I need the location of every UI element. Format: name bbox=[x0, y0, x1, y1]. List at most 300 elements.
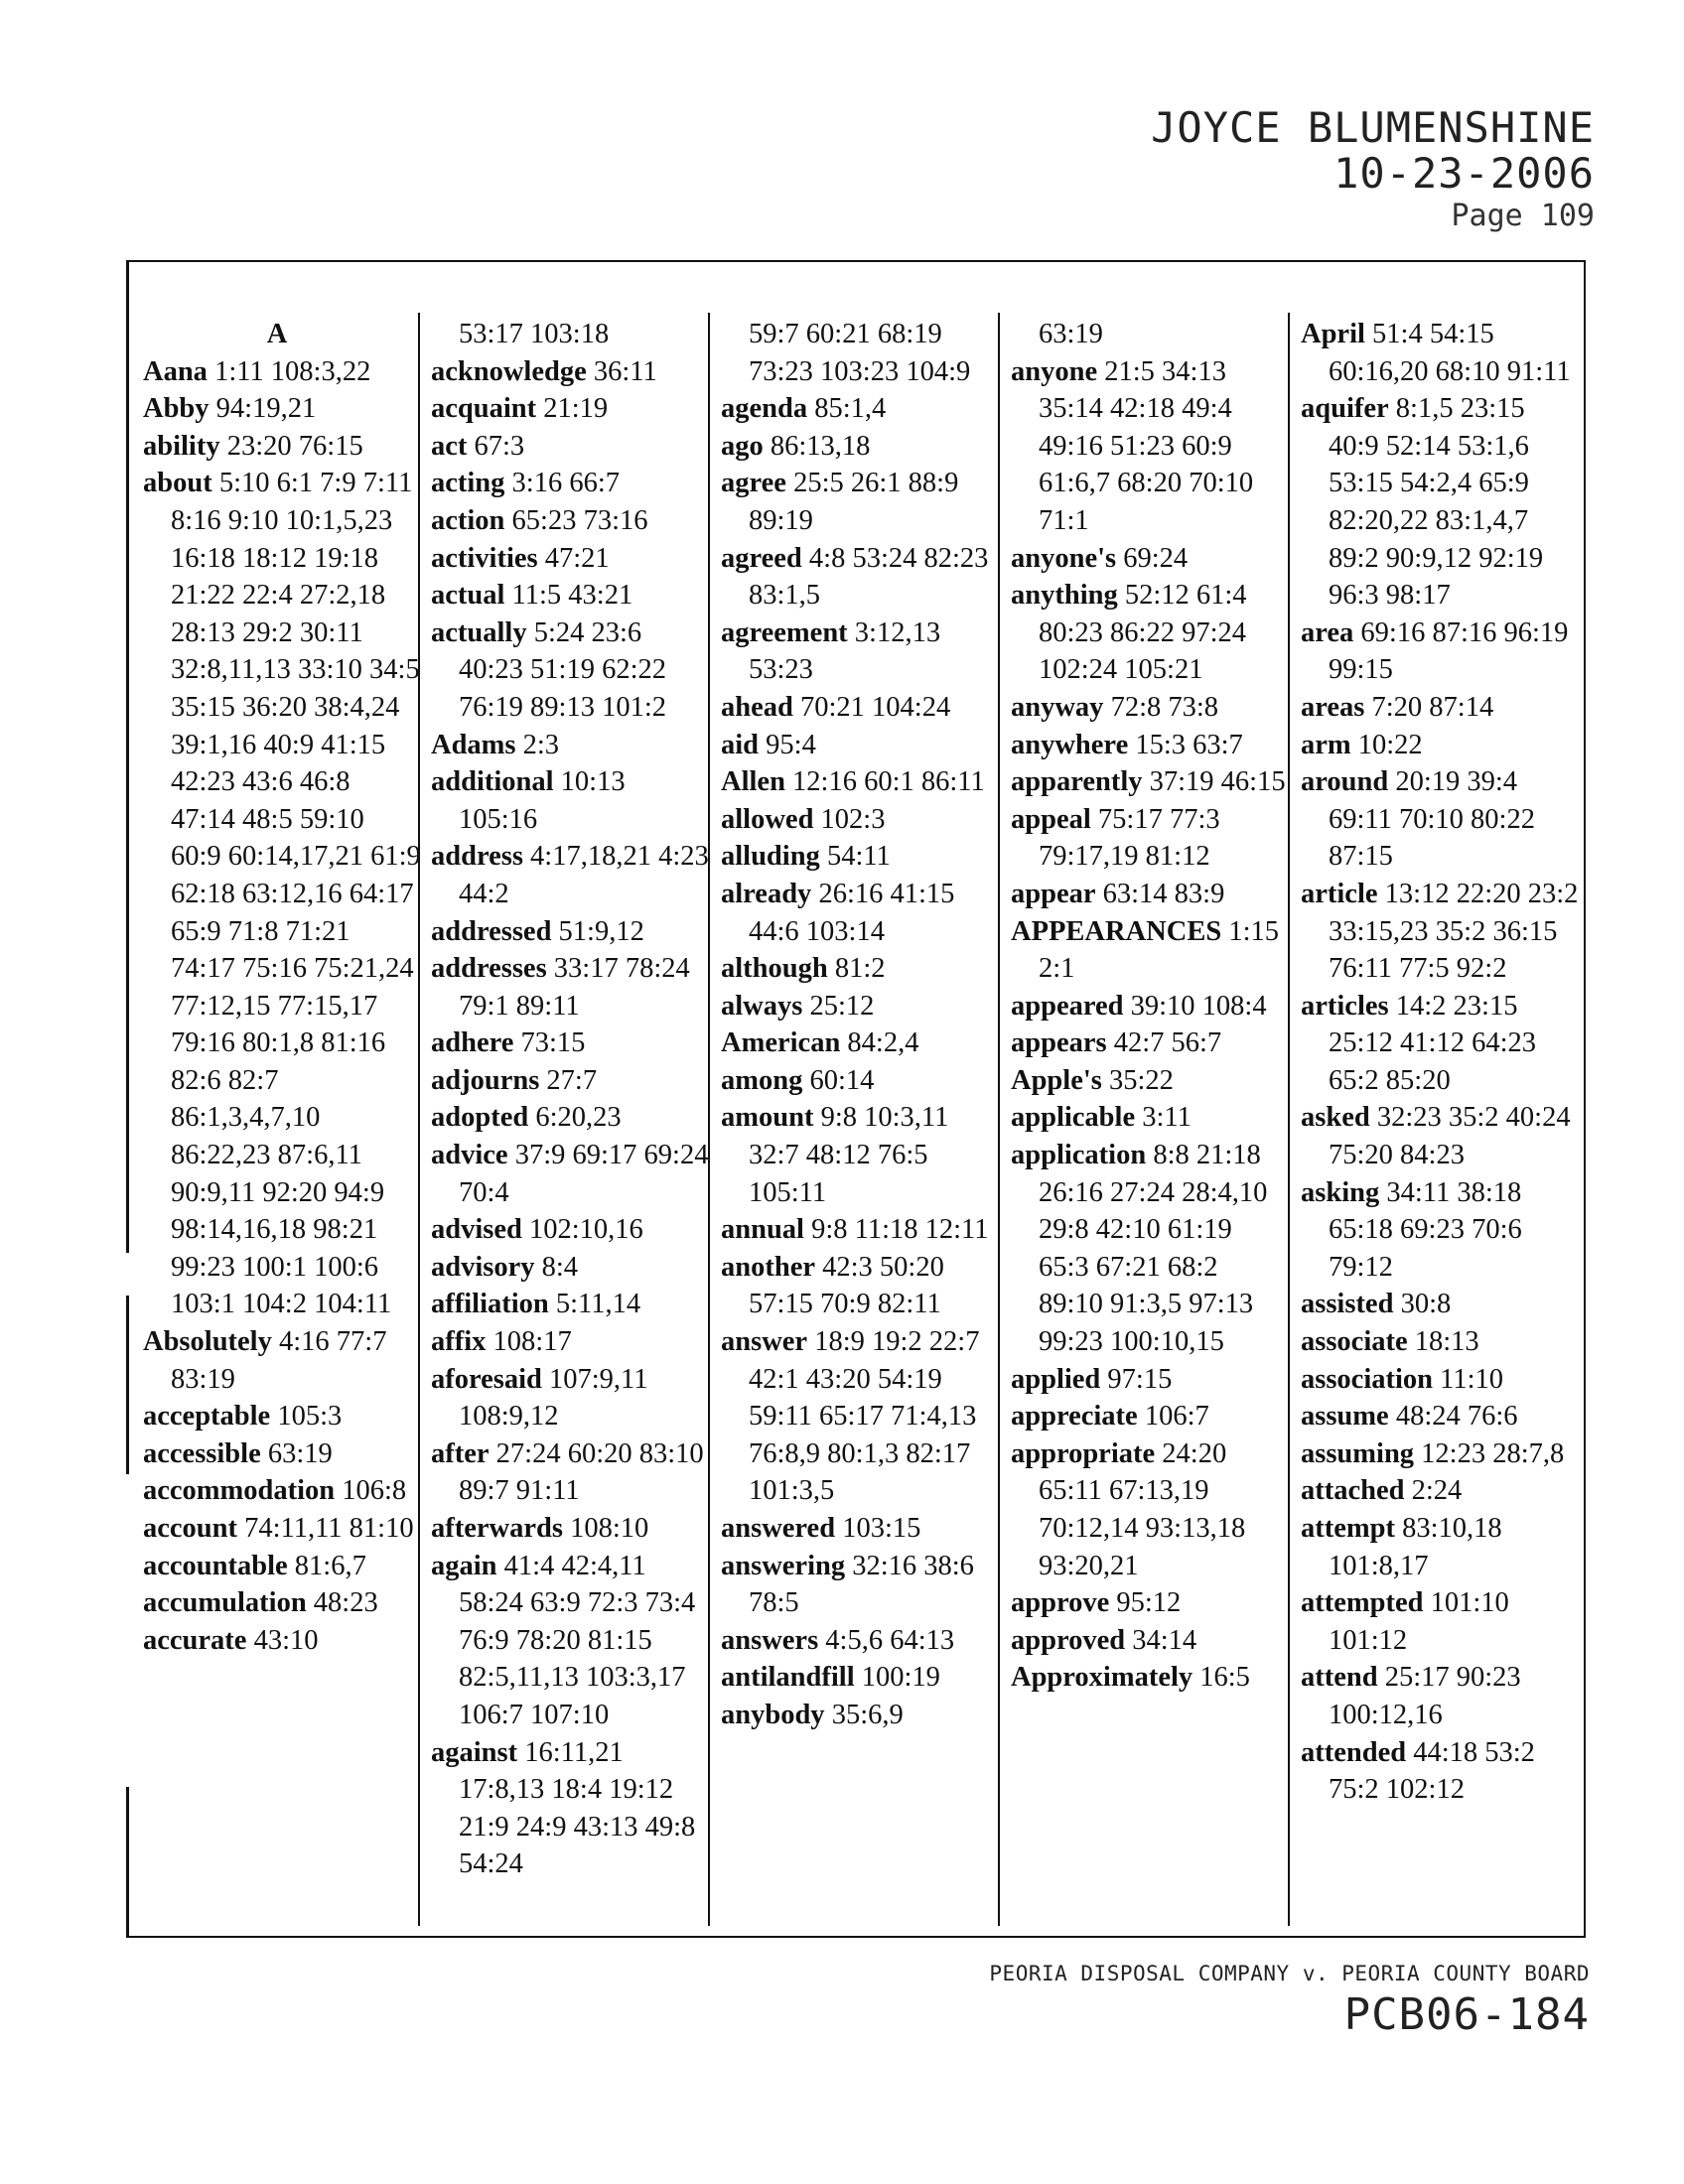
index-entry bbox=[1301, 1286, 1579, 1323]
index-entry bbox=[431, 1361, 709, 1435]
index-term: application bbox=[1011, 1140, 1147, 1171]
index-entry bbox=[1301, 1398, 1579, 1435]
index-term: about bbox=[143, 468, 212, 499]
page-line-refs: 9:8 11:18 12:11 bbox=[811, 1214, 989, 1246]
index-term: appropriate bbox=[1011, 1437, 1156, 1469]
index-entry bbox=[1301, 763, 1579, 876]
index-entry bbox=[1011, 1622, 1289, 1660]
index-term: applied bbox=[1011, 1363, 1101, 1395]
index-term: ability bbox=[143, 430, 220, 462]
index-entry bbox=[431, 1286, 709, 1323]
page-line-refs: 44:18 53:2 75:2 102:12 bbox=[1329, 1736, 1535, 1806]
page-line-refs: 67:3 bbox=[474, 430, 525, 462]
index-term: APPEARANCES bbox=[1011, 915, 1222, 947]
index-term: affiliation bbox=[431, 1289, 549, 1320]
index-entry bbox=[1011, 801, 1289, 876]
index-entry bbox=[1011, 1099, 1289, 1137]
index-term: answering bbox=[721, 1550, 846, 1581]
index-entry bbox=[143, 1472, 421, 1510]
page-line-refs: 12:23 28:7,8 bbox=[1421, 1437, 1565, 1469]
index-entry bbox=[1301, 876, 1579, 988]
index-term: adopted bbox=[431, 1102, 529, 1134]
index-entry bbox=[431, 838, 709, 912]
page-line-refs: 27:24 60:20 83:10 89:7 91:11 bbox=[459, 1437, 704, 1507]
page-line-refs: 5:24 23:6 40:23 51:19 62:22 76:19 89:13 101:2 bbox=[459, 616, 667, 723]
index-entry bbox=[1301, 1472, 1579, 1510]
index-term: although bbox=[721, 953, 828, 985]
index-entry bbox=[721, 801, 999, 839]
index-term: activities bbox=[431, 542, 538, 574]
index-term: appreciate bbox=[1011, 1401, 1138, 1433]
page-line-refs: 3:16 66:7 bbox=[511, 468, 621, 499]
index-term: anywhere bbox=[1011, 729, 1129, 760]
index-entry bbox=[143, 1622, 421, 1660]
page-line-refs: 106:7 bbox=[1144, 1401, 1209, 1433]
index-term: answer bbox=[721, 1326, 808, 1358]
index-entry bbox=[1301, 727, 1579, 764]
page-line-refs: 32:16 38:6 78:5 bbox=[749, 1550, 974, 1619]
index-term: acting bbox=[431, 468, 505, 499]
index-term: April bbox=[1301, 319, 1365, 349]
page-line-refs: 21:5 34:13 35:14 42:18 49:4 49:16 51:23 60:9 61:6,7 68:20 70:10 71:1 bbox=[1039, 355, 1254, 536]
index-entry bbox=[1011, 913, 1289, 988]
index-term: appear bbox=[1011, 878, 1096, 909]
index-entry bbox=[1011, 577, 1289, 689]
page-line-refs: 107:9,11 108:9,12 bbox=[459, 1363, 648, 1433]
index-entry bbox=[721, 540, 999, 614]
deposition-date: 10-23-2006 bbox=[1333, 149, 1595, 198]
page-line-refs: 69:24 bbox=[1123, 542, 1189, 574]
index-term: advice bbox=[431, 1140, 508, 1171]
index-entry bbox=[721, 1659, 999, 1697]
index-entry bbox=[431, 913, 709, 951]
page-line-refs: 5:10 6:1 7:9 7:11 8:16 9:10 10:1,5,23 16:18 18:12 19:18 21:22 22:4 27:2,18 28:13 29:2 30:11 32:8,11,13 33:10 34:5 35:15 36:20 38:4,24 39:1,16 40:9 41:15 42:23 43:6 46:8 47:14 48:5 59:10 60:9 60:14,17,21 61:9 62:18 63:12,16 64:17 65:9 71:8 71:21 74:17 75:16 75:21,24 77:12,15 77:15,17 79:16 80:1,8 81:16 82:6 82:7 86:1,3,4,7,10 86:22,23 87:6,11 90:9,11 92:20 94:9 98:14,16,18 98:21 99:23 100:1 100:6 103:1 104:2 104:11 bbox=[171, 468, 421, 1320]
page-line-refs: 59:7 60:21 68:19 73:23 103:23 104:9 bbox=[749, 319, 971, 387]
index-term: additional bbox=[431, 766, 554, 798]
index-entry bbox=[1301, 689, 1579, 727]
index-term: allowed bbox=[721, 803, 814, 835]
index-term: actual bbox=[431, 580, 505, 612]
index-term: agenda bbox=[721, 393, 808, 425]
page-line-refs: 4:5,6 64:13 bbox=[825, 1624, 955, 1656]
index-column-3 bbox=[721, 316, 999, 1734]
index-entry bbox=[721, 1323, 999, 1510]
page-line-refs: 1:11 108:3,22 bbox=[214, 355, 371, 387]
page-line-refs: 13:12 22:20 23:2 33:15,23 35:2 36:15 76:11 77:5 92:2 bbox=[1329, 878, 1579, 985]
index-entry bbox=[1301, 1323, 1579, 1361]
index-term: Adams bbox=[431, 729, 516, 760]
index-term: act bbox=[431, 430, 468, 462]
page-line-refs: 9:8 10:3,11 32:7 48:12 76:5 105:11 bbox=[749, 1102, 949, 1208]
page-number: Page 109 bbox=[1451, 199, 1595, 233]
index-term: always bbox=[721, 990, 803, 1022]
index-term: answered bbox=[721, 1513, 836, 1544]
index-entry bbox=[431, 316, 709, 353]
page-line-refs: 75:17 77:3 79:17,19 81:12 bbox=[1039, 803, 1220, 873]
index-entry bbox=[431, 1510, 709, 1548]
index-term: acquaint bbox=[431, 393, 537, 425]
index-term: annual bbox=[721, 1214, 804, 1246]
page-line-refs: 35:22 bbox=[1109, 1064, 1174, 1096]
index-term: Allen bbox=[721, 766, 785, 798]
section-letter: A bbox=[266, 319, 288, 349]
index-term: adhere bbox=[431, 1027, 514, 1059]
index-entry bbox=[431, 1099, 709, 1137]
index-term: anybody bbox=[721, 1699, 825, 1730]
index-term: already bbox=[721, 878, 812, 909]
index-term: accurate bbox=[143, 1624, 247, 1656]
index-term: addresses bbox=[431, 953, 547, 985]
index-entry bbox=[721, 1697, 999, 1734]
index-term: aid bbox=[721, 729, 760, 760]
index-term: anyone bbox=[1011, 355, 1098, 387]
frame-left-edge bbox=[126, 1296, 129, 1474]
page-line-refs: 63:19 bbox=[1039, 319, 1103, 349]
index-entry bbox=[721, 390, 999, 428]
index-entry bbox=[1301, 390, 1579, 614]
index-term: approve bbox=[1011, 1587, 1110, 1619]
index-term: association bbox=[1301, 1363, 1434, 1395]
index-entry bbox=[143, 1398, 421, 1435]
page-line-refs: 26:16 41:15 44:6 103:14 bbox=[749, 878, 955, 947]
index-term: accessible bbox=[143, 1437, 261, 1469]
index-term: Abby bbox=[143, 393, 210, 425]
index-term: around bbox=[1301, 766, 1389, 798]
index-term: American bbox=[721, 1027, 841, 1059]
page-line-refs: 102:3 bbox=[820, 803, 886, 835]
index-entry bbox=[431, 1323, 709, 1361]
index-term: associate bbox=[1301, 1326, 1408, 1358]
page-line-refs: 39:10 108:4 bbox=[1130, 990, 1267, 1022]
index-term: areas bbox=[1301, 691, 1365, 723]
page-line-refs: 94:19,21 bbox=[215, 393, 317, 425]
page-line-refs: 24:20 65:11 67:13,19 70:12,14 93:13,18 93:20,21 bbox=[1039, 1437, 1246, 1581]
index-entry bbox=[431, 1024, 709, 1062]
page-line-refs: 2:24 bbox=[1411, 1475, 1463, 1507]
page-line-refs: 60:14 bbox=[809, 1064, 875, 1096]
page-line-refs: 36:11 bbox=[593, 355, 657, 387]
page-line-refs: 16:11,21 17:8,13 18:4 19:12 21:9 24:9 43:13 49:8 54:24 bbox=[459, 1736, 696, 1880]
page-line-refs: 84:2,4 bbox=[847, 1027, 919, 1059]
index-entry bbox=[1301, 1659, 1579, 1733]
page-line-refs: 18:13 bbox=[1414, 1326, 1479, 1358]
index-entry bbox=[721, 1024, 999, 1062]
index-term: aforesaid bbox=[431, 1363, 542, 1395]
page-line-refs: 65:23 73:16 bbox=[511, 504, 648, 536]
index-term: afterwards bbox=[431, 1513, 563, 1544]
page-line-refs: 15:3 63:7 bbox=[1135, 729, 1243, 760]
index-term: anything bbox=[1011, 580, 1118, 612]
index-entry bbox=[721, 689, 999, 727]
page-line-refs: 100:19 bbox=[861, 1662, 940, 1694]
page-line-refs: 42:7 56:7 bbox=[1113, 1027, 1222, 1059]
index-term: asked bbox=[1301, 1102, 1370, 1134]
index-entry bbox=[431, 540, 709, 578]
page-line-refs: 108:10 bbox=[570, 1513, 649, 1544]
index-term: appears bbox=[1011, 1027, 1107, 1059]
index-entry bbox=[1011, 1024, 1289, 1062]
page-line-refs: 95:4 bbox=[766, 729, 816, 760]
index-entry bbox=[721, 727, 999, 764]
page-line-refs: 34:14 bbox=[1132, 1624, 1197, 1656]
page-line-refs: 83:10,18 101:8,17 bbox=[1329, 1513, 1502, 1581]
page-line-refs: 21:19 bbox=[543, 393, 609, 425]
index-term: ago bbox=[721, 430, 764, 462]
index-entry bbox=[721, 988, 999, 1025]
index-entry bbox=[431, 577, 709, 614]
word-index bbox=[139, 316, 1584, 1924]
index-entry bbox=[431, 614, 709, 727]
page-line-refs: 6:20,23 bbox=[535, 1102, 622, 1134]
index-entry bbox=[431, 390, 709, 428]
index-term: appeared bbox=[1011, 990, 1124, 1022]
index-entry bbox=[431, 1734, 709, 1883]
page-line-refs: 30:8 bbox=[1400, 1289, 1452, 1320]
page-line-refs: 10:13 105:16 bbox=[459, 766, 626, 835]
index-entry bbox=[1301, 1099, 1579, 1173]
index-entry bbox=[431, 950, 709, 1024]
page-line-refs: 47:21 bbox=[544, 542, 610, 574]
index-entry bbox=[143, 465, 421, 1323]
index-entry bbox=[1011, 1398, 1289, 1435]
index-entry bbox=[1011, 876, 1289, 913]
index-entry bbox=[721, 838, 999, 876]
index-term: assume bbox=[1301, 1401, 1389, 1433]
index-entry bbox=[1011, 353, 1289, 540]
page-line-refs: 11:10 bbox=[1440, 1363, 1504, 1395]
index-term: affix bbox=[431, 1326, 487, 1358]
index-term: accumulation bbox=[143, 1587, 307, 1619]
index-term: Apple's bbox=[1011, 1064, 1102, 1096]
index-entry bbox=[1301, 1584, 1579, 1659]
index-term: approved bbox=[1011, 1624, 1126, 1656]
page-line-refs: 97:15 bbox=[1107, 1363, 1173, 1395]
page-line-refs: 4:17,18,21 4:23 44:2 bbox=[459, 841, 709, 909]
page-line-refs: 34:11 38:18 65:18 69:23 70:6 79:12 bbox=[1329, 1176, 1522, 1283]
index-term: arm bbox=[1301, 729, 1351, 760]
index-entry bbox=[721, 1249, 999, 1323]
index-entry bbox=[431, 1211, 709, 1249]
index-term: addressed bbox=[431, 915, 552, 947]
index-entry bbox=[1301, 1510, 1579, 1584]
page-line-refs: 18:9 19:2 22:7 42:1 43:20 54:19 59:11 65:17 71:4,13 76:8,9 80:1,3 82:17 101:3,5 bbox=[749, 1326, 980, 1507]
page-line-refs: 25:12 bbox=[809, 990, 875, 1022]
page-line-refs: 10:22 bbox=[1357, 729, 1423, 760]
index-entry bbox=[1301, 1435, 1579, 1473]
page-line-refs: 35:6,9 bbox=[831, 1699, 904, 1730]
index-entry bbox=[721, 1211, 999, 1249]
index-term: accommodation bbox=[143, 1475, 336, 1507]
index-entry bbox=[431, 502, 709, 540]
index-entry bbox=[721, 1622, 999, 1660]
index-entry bbox=[1011, 1659, 1289, 1697]
page-line-refs: 8:1,5 23:15 40:9 52:14 53:1,6 53:15 54:2,4 65:9 82:20,22 83:1,4,7 89:2 90:9,12 92:19 96:3 98:17 bbox=[1329, 393, 1544, 612]
page-line-refs: 27:7 bbox=[546, 1064, 598, 1096]
index-term: agreement bbox=[721, 616, 848, 648]
index-term: antilandfill bbox=[721, 1662, 855, 1694]
page-line-refs: 7:20 87:14 bbox=[1371, 691, 1494, 723]
page-line-refs: 103:15 bbox=[842, 1513, 921, 1544]
index-entry bbox=[431, 353, 709, 391]
index-term: Approximately bbox=[1011, 1662, 1193, 1694]
index-term: assisted bbox=[1301, 1289, 1394, 1320]
page-line-refs: 4:8 53:24 82:23 83:1,5 bbox=[749, 542, 989, 612]
page-line-refs: 37:9 69:17 69:24 70:4 bbox=[459, 1140, 709, 1208]
index-term: after bbox=[431, 1437, 490, 1469]
index-term: amount bbox=[721, 1102, 814, 1134]
index-entry bbox=[1301, 988, 1579, 1100]
page-line-refs: 63:14 83:9 bbox=[1102, 878, 1225, 909]
index-term: agree bbox=[721, 468, 786, 499]
index-entry bbox=[721, 876, 999, 950]
frame-left-edge bbox=[126, 260, 129, 1253]
page-line-refs: 16:5 bbox=[1199, 1662, 1250, 1694]
page-line-refs: 63:19 bbox=[267, 1437, 333, 1469]
index-entry bbox=[721, 316, 999, 390]
page-line-refs: 54:11 bbox=[826, 841, 891, 873]
index-entry bbox=[1011, 1435, 1289, 1584]
index-entry bbox=[143, 1548, 421, 1585]
index-term: another bbox=[721, 1251, 815, 1283]
page-line-refs: 51:4 54:15 60:16,20 68:10 91:11 bbox=[1329, 319, 1571, 387]
index-entry bbox=[721, 1062, 999, 1100]
index-entry bbox=[431, 1548, 709, 1734]
index-term: address bbox=[431, 841, 523, 873]
index-term: ahead bbox=[721, 691, 793, 723]
page-line-refs: 52:12 61:4 80:23 86:22 97:24 102:24 105:21 bbox=[1039, 580, 1247, 686]
index-column-5 bbox=[1301, 316, 1579, 1809]
index-entry bbox=[143, 390, 421, 428]
index-term: acknowledge bbox=[431, 355, 587, 387]
page-line-refs: 81:6,7 bbox=[294, 1550, 366, 1581]
page-line-refs: 1:15 2:1 bbox=[1039, 915, 1279, 985]
index-entry bbox=[1011, 689, 1289, 727]
index-entry bbox=[1301, 1361, 1579, 1399]
index-term: agreed bbox=[721, 542, 802, 574]
index-term: alluding bbox=[721, 841, 820, 873]
index-term: applicable bbox=[1011, 1102, 1136, 1134]
index-entry bbox=[721, 1548, 999, 1622]
index-entry bbox=[143, 1584, 421, 1622]
index-entry bbox=[1011, 1361, 1289, 1399]
page-line-refs: 102:10,16 bbox=[529, 1214, 643, 1246]
page-line-refs: 43:10 bbox=[253, 1624, 319, 1656]
index-term: among bbox=[721, 1064, 803, 1096]
index-entry bbox=[431, 763, 709, 838]
index-entry bbox=[143, 1435, 421, 1473]
index-term: attempt bbox=[1301, 1513, 1395, 1544]
page-line-refs: 85:1,4 bbox=[814, 393, 887, 425]
index-term: accountable bbox=[143, 1550, 288, 1581]
frame-left-edge bbox=[126, 1787, 129, 1938]
index-term: advisory bbox=[431, 1251, 535, 1283]
page-line-refs: 32:23 35:2 40:24 75:20 84:23 bbox=[1329, 1102, 1571, 1171]
index-term: assuming bbox=[1301, 1437, 1415, 1469]
page-line-refs: 25:17 90:23 100:12,16 bbox=[1329, 1662, 1521, 1730]
index-term: adjourns bbox=[431, 1064, 540, 1096]
index-term: area bbox=[1301, 616, 1354, 648]
index-term: answers bbox=[721, 1624, 819, 1656]
index-entry bbox=[431, 727, 709, 764]
page-line-refs: 51:9,12 bbox=[558, 915, 644, 947]
index-term: again bbox=[431, 1550, 497, 1581]
index-term: article bbox=[1301, 878, 1378, 909]
index-entry bbox=[1011, 316, 1289, 353]
page-line-refs: 53:17 103:18 bbox=[459, 319, 610, 349]
page-line-refs: 8:4 bbox=[541, 1251, 579, 1283]
index-term: attempted bbox=[1301, 1587, 1424, 1619]
index-entry bbox=[1011, 1584, 1289, 1622]
index-term: appeal bbox=[1011, 803, 1091, 835]
page-line-refs: 73:15 bbox=[520, 1027, 586, 1059]
index-entry bbox=[431, 1249, 709, 1287]
index-term: anyone's bbox=[1011, 542, 1117, 574]
page-line-refs: 3:12,13 53:23 bbox=[749, 616, 941, 686]
page-line-refs: 5:11,14 bbox=[555, 1289, 641, 1320]
index-entry bbox=[143, 353, 421, 391]
page-line-refs: 48:24 76:6 bbox=[1395, 1401, 1518, 1433]
page-line-refs: 11:5 43:21 bbox=[511, 580, 633, 612]
index-entry bbox=[1011, 1137, 1289, 1361]
index-entry bbox=[721, 465, 999, 539]
index-term: anyway bbox=[1011, 691, 1104, 723]
index-entry bbox=[1011, 540, 1289, 578]
page-line-refs: 42:3 50:20 57:15 70:9 82:11 bbox=[749, 1251, 944, 1320]
index-entry bbox=[1301, 316, 1579, 390]
index-term: attended bbox=[1301, 1736, 1407, 1768]
index-entry bbox=[1301, 1174, 1579, 1287]
index-entry bbox=[1011, 727, 1289, 764]
page-line-refs: 72:8 73:8 bbox=[1110, 691, 1219, 723]
page-line-refs: 74:11,11 81:10 bbox=[244, 1513, 414, 1544]
page-line-refs: 3:11 bbox=[1142, 1102, 1192, 1134]
index-entry bbox=[143, 428, 421, 466]
index-term: aquifer bbox=[1301, 393, 1389, 425]
page-line-refs: 101:10 101:12 bbox=[1329, 1587, 1509, 1656]
index-entry bbox=[1011, 1062, 1289, 1100]
index-entry bbox=[1011, 763, 1289, 801]
index-term: actually bbox=[431, 616, 527, 648]
index-entry bbox=[1301, 614, 1579, 689]
page-line-refs: 12:16 60:1 86:11 bbox=[792, 766, 985, 798]
page-line-refs: 25:5 26:1 88:9 89:19 bbox=[749, 468, 959, 536]
index-term: attached bbox=[1301, 1475, 1405, 1507]
index-term: apparently bbox=[1011, 766, 1143, 798]
index-entry bbox=[721, 1510, 999, 1548]
index-term: Aana bbox=[143, 355, 208, 387]
page-line-refs: 70:21 104:24 bbox=[799, 691, 951, 723]
index-entry bbox=[143, 1323, 421, 1398]
page-line-refs: 69:16 87:16 96:19 99:15 bbox=[1329, 616, 1569, 686]
index-entry bbox=[431, 1062, 709, 1100]
page-line-refs: 81:2 bbox=[834, 953, 886, 985]
page-line-refs: 23:20 76:15 bbox=[226, 430, 363, 462]
index-entry bbox=[1301, 1734, 1579, 1809]
index-column-2 bbox=[431, 316, 709, 1883]
case-title: PEORIA DISPOSAL COMPANY v. PEORIA COUNTY BOARD bbox=[989, 1962, 1590, 1985]
index-entry bbox=[721, 1099, 999, 1211]
index-term: action bbox=[431, 504, 505, 536]
index-term: articles bbox=[1301, 990, 1389, 1022]
page-line-refs: 4:16 77:7 83:19 bbox=[171, 1326, 387, 1395]
page-line-refs: 108:17 bbox=[492, 1326, 572, 1358]
index-term: attend bbox=[1301, 1662, 1378, 1694]
index-term: against bbox=[431, 1736, 518, 1768]
index-entry bbox=[431, 465, 709, 502]
index-term: advised bbox=[431, 1214, 522, 1246]
page-line-refs: 86:13,18 bbox=[770, 430, 871, 462]
page-line-refs: 8:8 21:18 26:16 27:24 28:4,10 29:8 42:10 61:19 65:3 67:21 68:2 89:10 91:3,5 97:13 99:23 100:10,15 bbox=[1039, 1140, 1268, 1358]
